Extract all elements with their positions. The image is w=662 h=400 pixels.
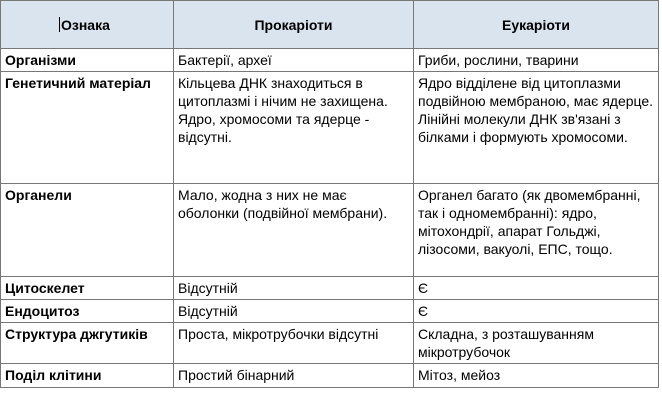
- table-row: [1, 184, 659, 277]
- eukaryote-cell[interactable]: Гриби, рослини, тварини: [414, 49, 659, 72]
- eukaryote-cell[interactable]: Мітоз, мейоз: [414, 364, 659, 388]
- eukaryote-cell[interactable]: Є: [414, 277, 659, 300]
- row-label[interactable]: Органели: [1, 184, 174, 277]
- table-row: [1, 72, 659, 184]
- table-row: [1, 277, 659, 300]
- prokaryote-cell[interactable]: Бактерії, археї: [174, 49, 414, 72]
- table-row: [1, 300, 659, 323]
- header-cell-feature[interactable]: Ознака: [1, 1, 174, 49]
- eukaryote-cell[interactable]: Ядро відділене від цитоплазми подвійною мембраною, має ядерце. Лінійні молекули ДНК зв'язані з білками і формують хромосоми.: [414, 72, 659, 184]
- prokaryote-cell[interactable]: Кільцева ДНК знаходиться в цитоплазмі і нічим не захищена. Ядро, хромосоми та ядерце - відсутні.: [174, 72, 414, 184]
- row-label[interactable]: Поділ клітини: [1, 364, 174, 388]
- table-row: [1, 49, 659, 72]
- prokaryote-cell[interactable]: Відсутній: [174, 277, 414, 300]
- prokaryote-cell[interactable]: Мало, жодна з них не має оболонки (подвійної мембрани).: [174, 184, 414, 277]
- prokaryote-cell[interactable]: Проста, мікротрубочки відсутні: [174, 323, 414, 364]
- row-label[interactable]: Генетичний матеріал: [1, 72, 174, 184]
- row-label[interactable]: Структура джгутиків: [1, 323, 174, 364]
- eukaryote-cell[interactable]: Є: [414, 300, 659, 323]
- row-label[interactable]: Організми: [1, 49, 174, 72]
- header-cell-eukaryotes[interactable]: Еукаріоти: [414, 1, 659, 49]
- prokaryote-cell[interactable]: Відсутній: [174, 300, 414, 323]
- text-cursor: [59, 17, 60, 32]
- header-row: [1, 1, 659, 49]
- table-row: [1, 323, 659, 364]
- eukaryote-cell[interactable]: Складна, з розташуванням мікротрубочок: [414, 323, 659, 364]
- eukaryote-cell[interactable]: Органел багато (як двомембранні, так і одномембранні): ядро, мітохондрії, апарат Гольджі, лізосоми, вакуолі, ЕПС, тощо.: [414, 184, 659, 277]
- table-row: [1, 364, 659, 388]
- prokaryote-cell[interactable]: Простий бінарний: [174, 364, 414, 388]
- row-label[interactable]: Ендоцитоз: [1, 300, 174, 323]
- header-cell-prokaryotes[interactable]: Прокаріоти: [174, 1, 414, 49]
- row-label[interactable]: Цитоскелет: [1, 277, 174, 300]
